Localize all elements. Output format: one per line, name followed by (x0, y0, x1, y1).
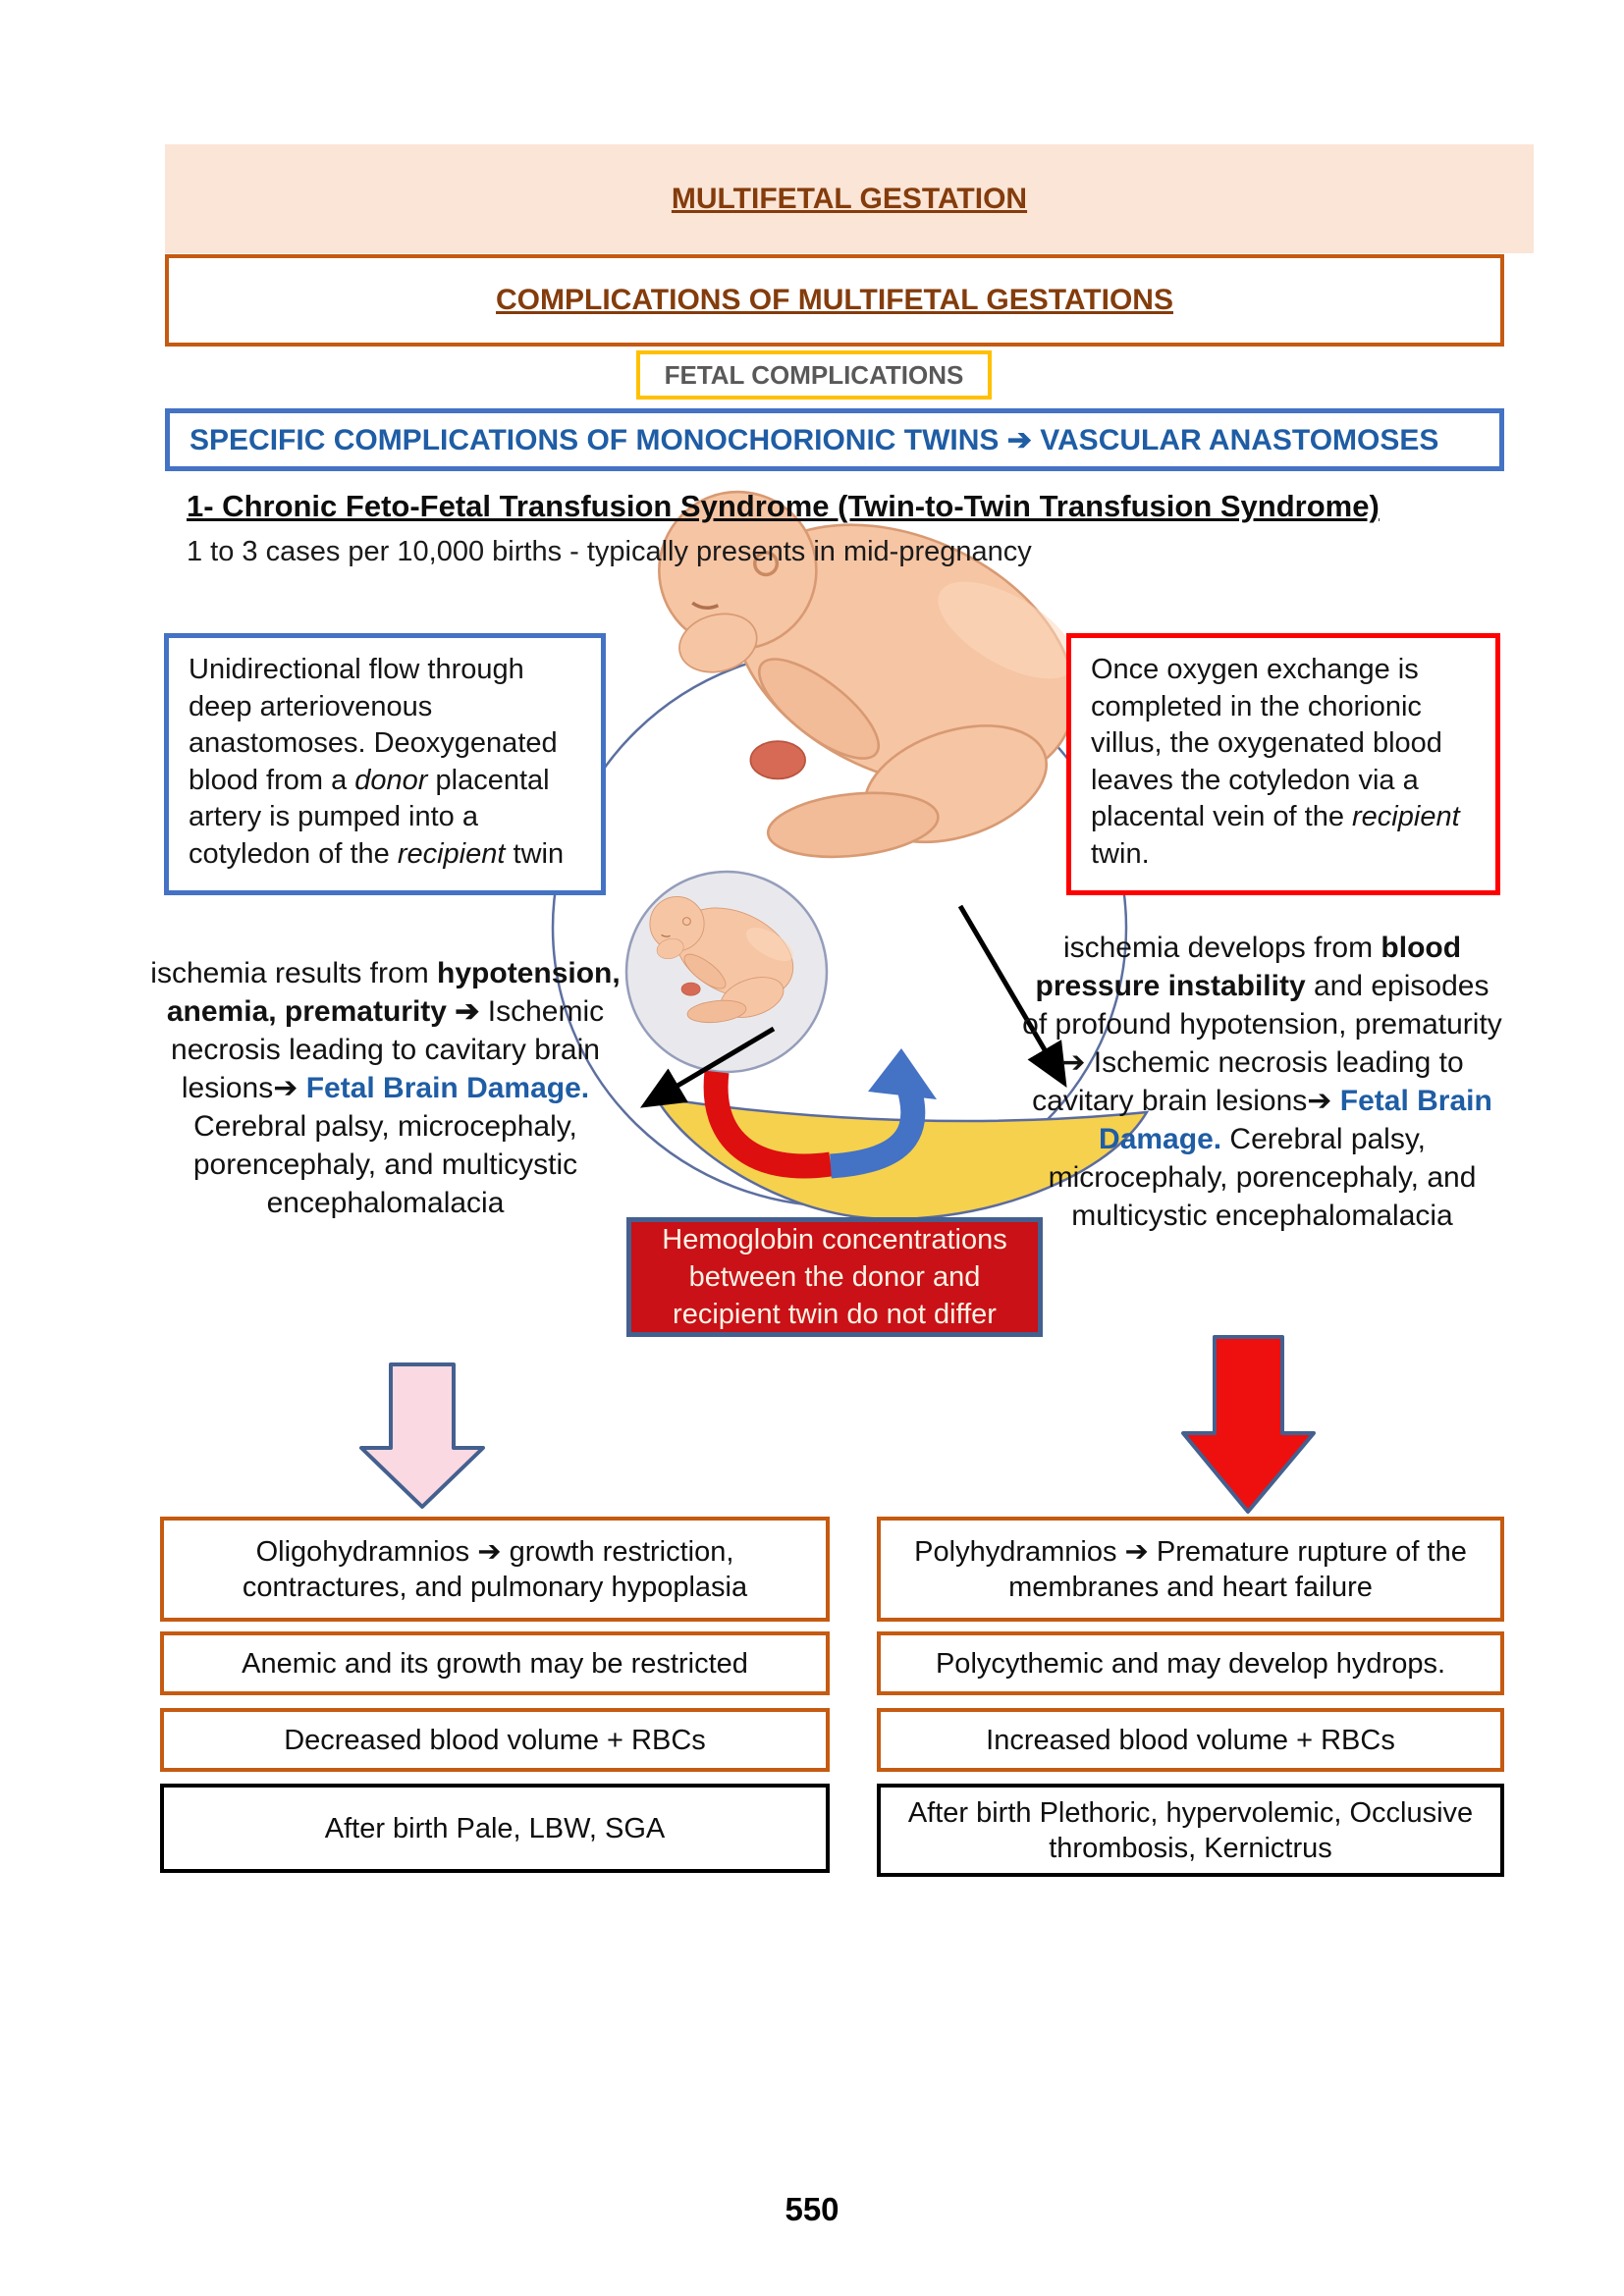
donor-ischemia-bold: hypotension, anemia, prematurity ➔ (166, 957, 621, 1028)
page-title: MULTIFETAL GESTATION (671, 182, 1028, 215)
recipient-ischemia-bold: blood pressure instability (1035, 932, 1462, 1002)
donor-flow-italic-donor: donor (354, 764, 428, 796)
recipient-flow-box (1066, 633, 1500, 895)
recipient-ischemia-1: ischemia develops from (1062, 932, 1381, 964)
donor-outcome-2-text: Anemic and its growth may be restricted (242, 1647, 748, 1680)
recipient-ischemia-text (1019, 929, 1505, 1235)
donor-ischemia-text (137, 954, 633, 1222)
donor-flow-box (164, 633, 606, 895)
recipient-outcome-2-text: Polycythemic and may develop hydrops. (935, 1647, 1446, 1680)
incidence-line: 1 to 3 cases per 10,000 births - typically presents in mid-pregnancy (187, 536, 1032, 567)
recipient-flow-italic-recipient: recipient (1352, 801, 1460, 832)
donor-ischemia-1: ischemia results from (150, 957, 438, 989)
donor-outcome-box-2 (160, 1631, 830, 1695)
hemoglobin-note-box (626, 1217, 1043, 1337)
recipient-outcome-arrow (1168, 1330, 1330, 1519)
donor-ischemia-3: Cerebral palsy, microcephaly, porencephaly, and multicystic encephalomalacia (192, 1110, 578, 1219)
hemoglobin-note-text: Hemoglobin concentrations between the donor and recipient twin do not differ (662, 1224, 1007, 1330)
page-banner (165, 144, 1534, 253)
donor-flow-italic-recipient: recipient (397, 837, 506, 870)
donor-after-birth-text: After birth Pale, LBW, SGA (324, 1812, 666, 1844)
recipient-flow-text-2: twin. (1091, 837, 1150, 870)
recipient-after-birth-text: After birth Plethoric, hypervolemic, Occlusive thrombosis, Kernictrus (907, 1796, 1474, 1864)
recipient-outcome-3-text: Increased blood volume + RBCs (986, 1724, 1395, 1756)
donor-outcome-box-1 (160, 1517, 830, 1622)
recipient-ischemia-3: Cerebral palsy, microcephaly, porencephaly, and multicystic encephalomalacia (1048, 1123, 1477, 1232)
donor-flow-text-3: twin (505, 837, 565, 870)
condition-heading: 1- Chronic Feto-Fetal Transfusion Syndrome (Twin-to-Twin Transfusion Syndrome) (187, 489, 1380, 523)
recipient-outcome-box-2 (877, 1631, 1504, 1695)
donor-flow-text-2: placental artery is pumped into a cotyledon of the (189, 764, 550, 870)
donor-flow-text-1: Unidirectional flow through deep arteriovenous anastomoses. Deoxygenated blood from a (189, 654, 558, 796)
recipient-outcome-box-3 (877, 1708, 1504, 1772)
subsection-box (636, 350, 992, 400)
donor-ischemia-2: Ischemic necrosis leading to cavitary brain lesions➔ (171, 995, 605, 1104)
donor-outcome-arrow (344, 1355, 501, 1517)
recipient-twin-fetus (659, 473, 1116, 865)
recipient-outcome-box-1 (877, 1517, 1504, 1622)
page-number: 550 (785, 2191, 839, 2227)
donor-after-birth-box (160, 1784, 830, 1873)
donor-brain-damage-label: Fetal Brain Damage. (305, 1072, 590, 1104)
recipient-outcome-1-text: Polyhydramnios ➔ Premature rupture of the membranes and heart failure (914, 1535, 1467, 1603)
section-title: COMPLICATIONS OF MULTIFETAL GESTATIONS (496, 284, 1173, 316)
recipient-brain-damage-label: Fetal Brain Damage. (1099, 1085, 1492, 1155)
donor-outcome-3-text: Decreased blood volume + RBCs (284, 1724, 706, 1756)
donor-outcome-1-text: Oligohydramnios ➔ growth restriction, contractures, and pulmonary hypoplasia (242, 1535, 748, 1603)
topic-box (165, 408, 1504, 471)
donor-outcome-box-3 (160, 1708, 830, 1772)
topic-title: SPECIFIC COMPLICATIONS OF MONOCHORIONIC TWINS ➔ VASCULAR ANASTOMOSES (189, 423, 1439, 456)
section-box (165, 254, 1504, 347)
recipient-flow-text-1: Once oxygen exchange is completed in the chorionic villus, the oxygenated blood leaves the cotyledon via a placental vein of the (1091, 654, 1442, 832)
subsection-title: FETAL COMPLICATIONS (664, 359, 964, 390)
recipient-ischemia-2: and episodes of profound hypotension, prematurity ➔ Ischemic necrosis leading to cavitary brain lesions➔ (1022, 970, 1502, 1117)
recipient-after-birth-box (877, 1784, 1504, 1877)
